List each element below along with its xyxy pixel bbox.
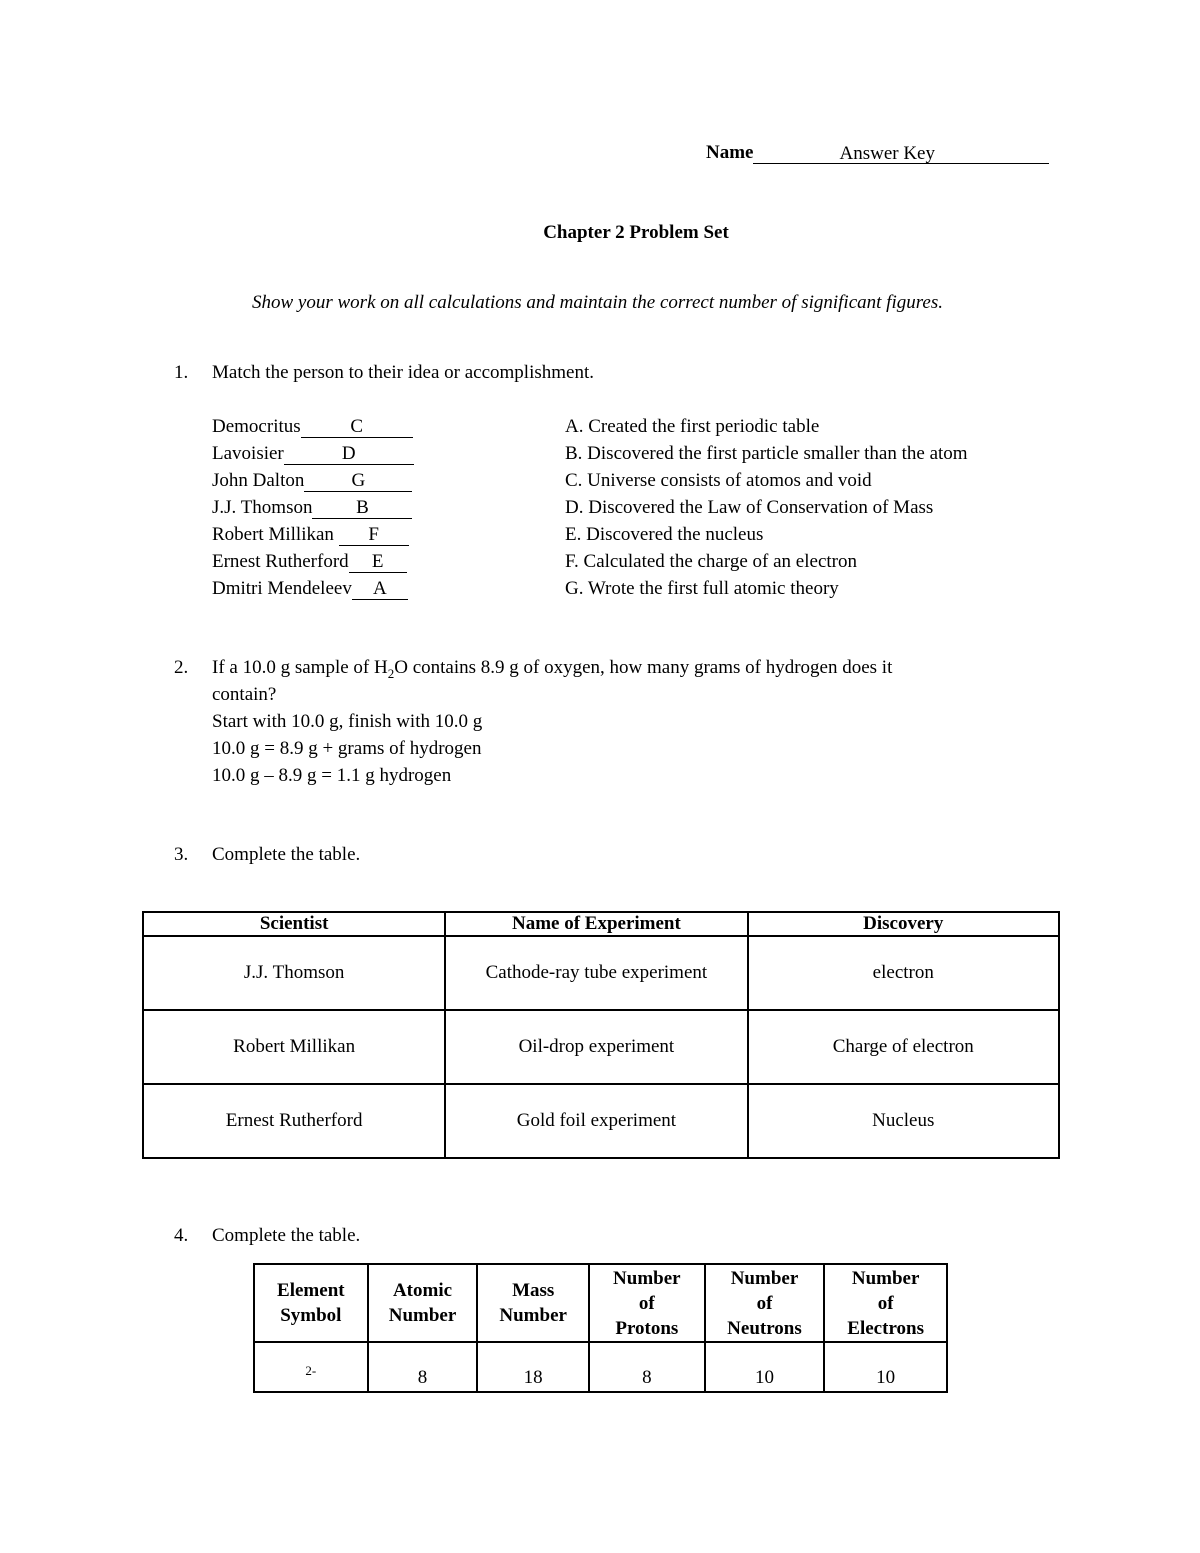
- list-item: A. Created the first periodic table: [565, 416, 820, 437]
- table-cell: Ernest Rutherford: [143, 1084, 445, 1158]
- q2-prompt-cont: contain?: [212, 684, 277, 705]
- table-row: [143, 936, 1059, 1010]
- q3-prompt: Complete the table.: [212, 844, 361, 865]
- q1-options-list: [565, 413, 968, 602]
- q3-number: 3.: [174, 844, 189, 865]
- column-header: Number of Protons: [589, 1264, 705, 1342]
- table-cell: electron: [748, 936, 1059, 1010]
- table-cell: 8: [368, 1342, 478, 1392]
- q2-work-line: Start with 10.0 g, finish with 10.0 g: [212, 711, 483, 732]
- instructions: Show your work on all calculations and maintain the correct number of significant figures.: [252, 292, 943, 313]
- name-field: [706, 142, 1049, 164]
- answer-blank: E: [349, 552, 407, 573]
- table-cell: J.J. Thomson: [143, 936, 445, 1010]
- answer-blank: F: [339, 525, 409, 546]
- list-item: E. Discovered the nucleus: [565, 524, 764, 545]
- page-title: Chapter 2 Problem Set: [543, 222, 729, 243]
- column-header: Name of Experiment: [445, 912, 747, 936]
- column-header: Mass Number: [477, 1264, 589, 1342]
- q2-body: [212, 654, 892, 789]
- list-item: Democritus C: [212, 413, 414, 440]
- q4-prompt: Complete the table.: [212, 1225, 361, 1246]
- table-cell: Nucleus: [748, 1084, 1059, 1158]
- list-item: Ernest Rutherford E: [212, 548, 414, 575]
- table-cell: 10: [705, 1342, 825, 1392]
- scientist-table: [142, 911, 1060, 1159]
- list-item: F. Calculated the charge of an electron: [565, 551, 857, 572]
- answer-blank: C: [301, 417, 413, 438]
- name-label: Name: [706, 142, 754, 163]
- q4-number: 4.: [174, 1225, 189, 1246]
- answer-blank: B: [312, 498, 412, 519]
- q2-work-line: 10.0 g = 8.9 g + grams of hydrogen: [212, 738, 482, 759]
- table-row: [143, 1084, 1059, 1158]
- column-header: Number of Electrons: [824, 1264, 947, 1342]
- list-item: Robert Millikan F: [212, 521, 414, 548]
- q1-prompt: Match the person to their idea or accomplishment.: [212, 362, 594, 383]
- q1-number: 1.: [174, 362, 189, 383]
- column-header: Discovery: [748, 912, 1059, 936]
- table-cell: Gold foil experiment: [445, 1084, 747, 1158]
- list-item: J.J. Thomson B: [212, 494, 414, 521]
- name-underline: [753, 143, 1049, 164]
- list-item: G. Wrote the first full atomic theory: [565, 578, 839, 599]
- q2-prompt: If a 10.0 g sample of $H_2O$ contains 8.9 g of oxygen, how many grams of hydrogen does it: [212, 657, 893, 681]
- subscript: 2: [387, 665, 395, 681]
- table-cell: 10: [824, 1342, 947, 1392]
- element-symbol: 2-: [305, 1363, 317, 1378]
- list-item: John Dalton G: [212, 467, 414, 494]
- answer-blank: D: [284, 444, 414, 465]
- table-cell: Charge of electron: [748, 1010, 1059, 1084]
- answer-blank: G: [304, 471, 412, 492]
- answer-blank: A: [352, 579, 408, 600]
- table-cell: Robert Millikan: [143, 1010, 445, 1084]
- q1-people-list: [212, 413, 414, 602]
- table-cell: Cathode-ray tube experiment: [445, 936, 747, 1010]
- column-header: Scientist: [143, 912, 445, 936]
- column-header: Element Symbol: [254, 1264, 368, 1342]
- list-item: D. Discovered the Law of Conservation of Mass: [565, 497, 934, 518]
- q2-work-line: 10.0 g – 8.9 g = 1.1 g hydrogen: [212, 765, 452, 786]
- list-item: C. Universe consists of atomos and void: [565, 470, 872, 491]
- isotope-table: [253, 1263, 948, 1393]
- q2-number: 2.: [174, 657, 189, 678]
- table-cell: [254, 1342, 368, 1392]
- list-item: B. Discovered the first particle smaller than the atom: [565, 443, 968, 464]
- table-cell: Oil-drop experiment: [445, 1010, 747, 1084]
- name-value: Answer Key: [839, 143, 935, 164]
- column-header: Atomic Number: [368, 1264, 478, 1342]
- table-cell: 8: [589, 1342, 705, 1392]
- table-header-row: [143, 912, 1059, 936]
- table-row: [254, 1342, 947, 1392]
- column-header: Number of Neutrons: [705, 1264, 825, 1342]
- table-row: [143, 1010, 1059, 1084]
- table-cell: 18: [477, 1342, 589, 1392]
- list-item: Lavoisier D: [212, 440, 414, 467]
- table-header-row: [254, 1264, 947, 1342]
- list-item: Dmitri Mendeleev A: [212, 575, 414, 602]
